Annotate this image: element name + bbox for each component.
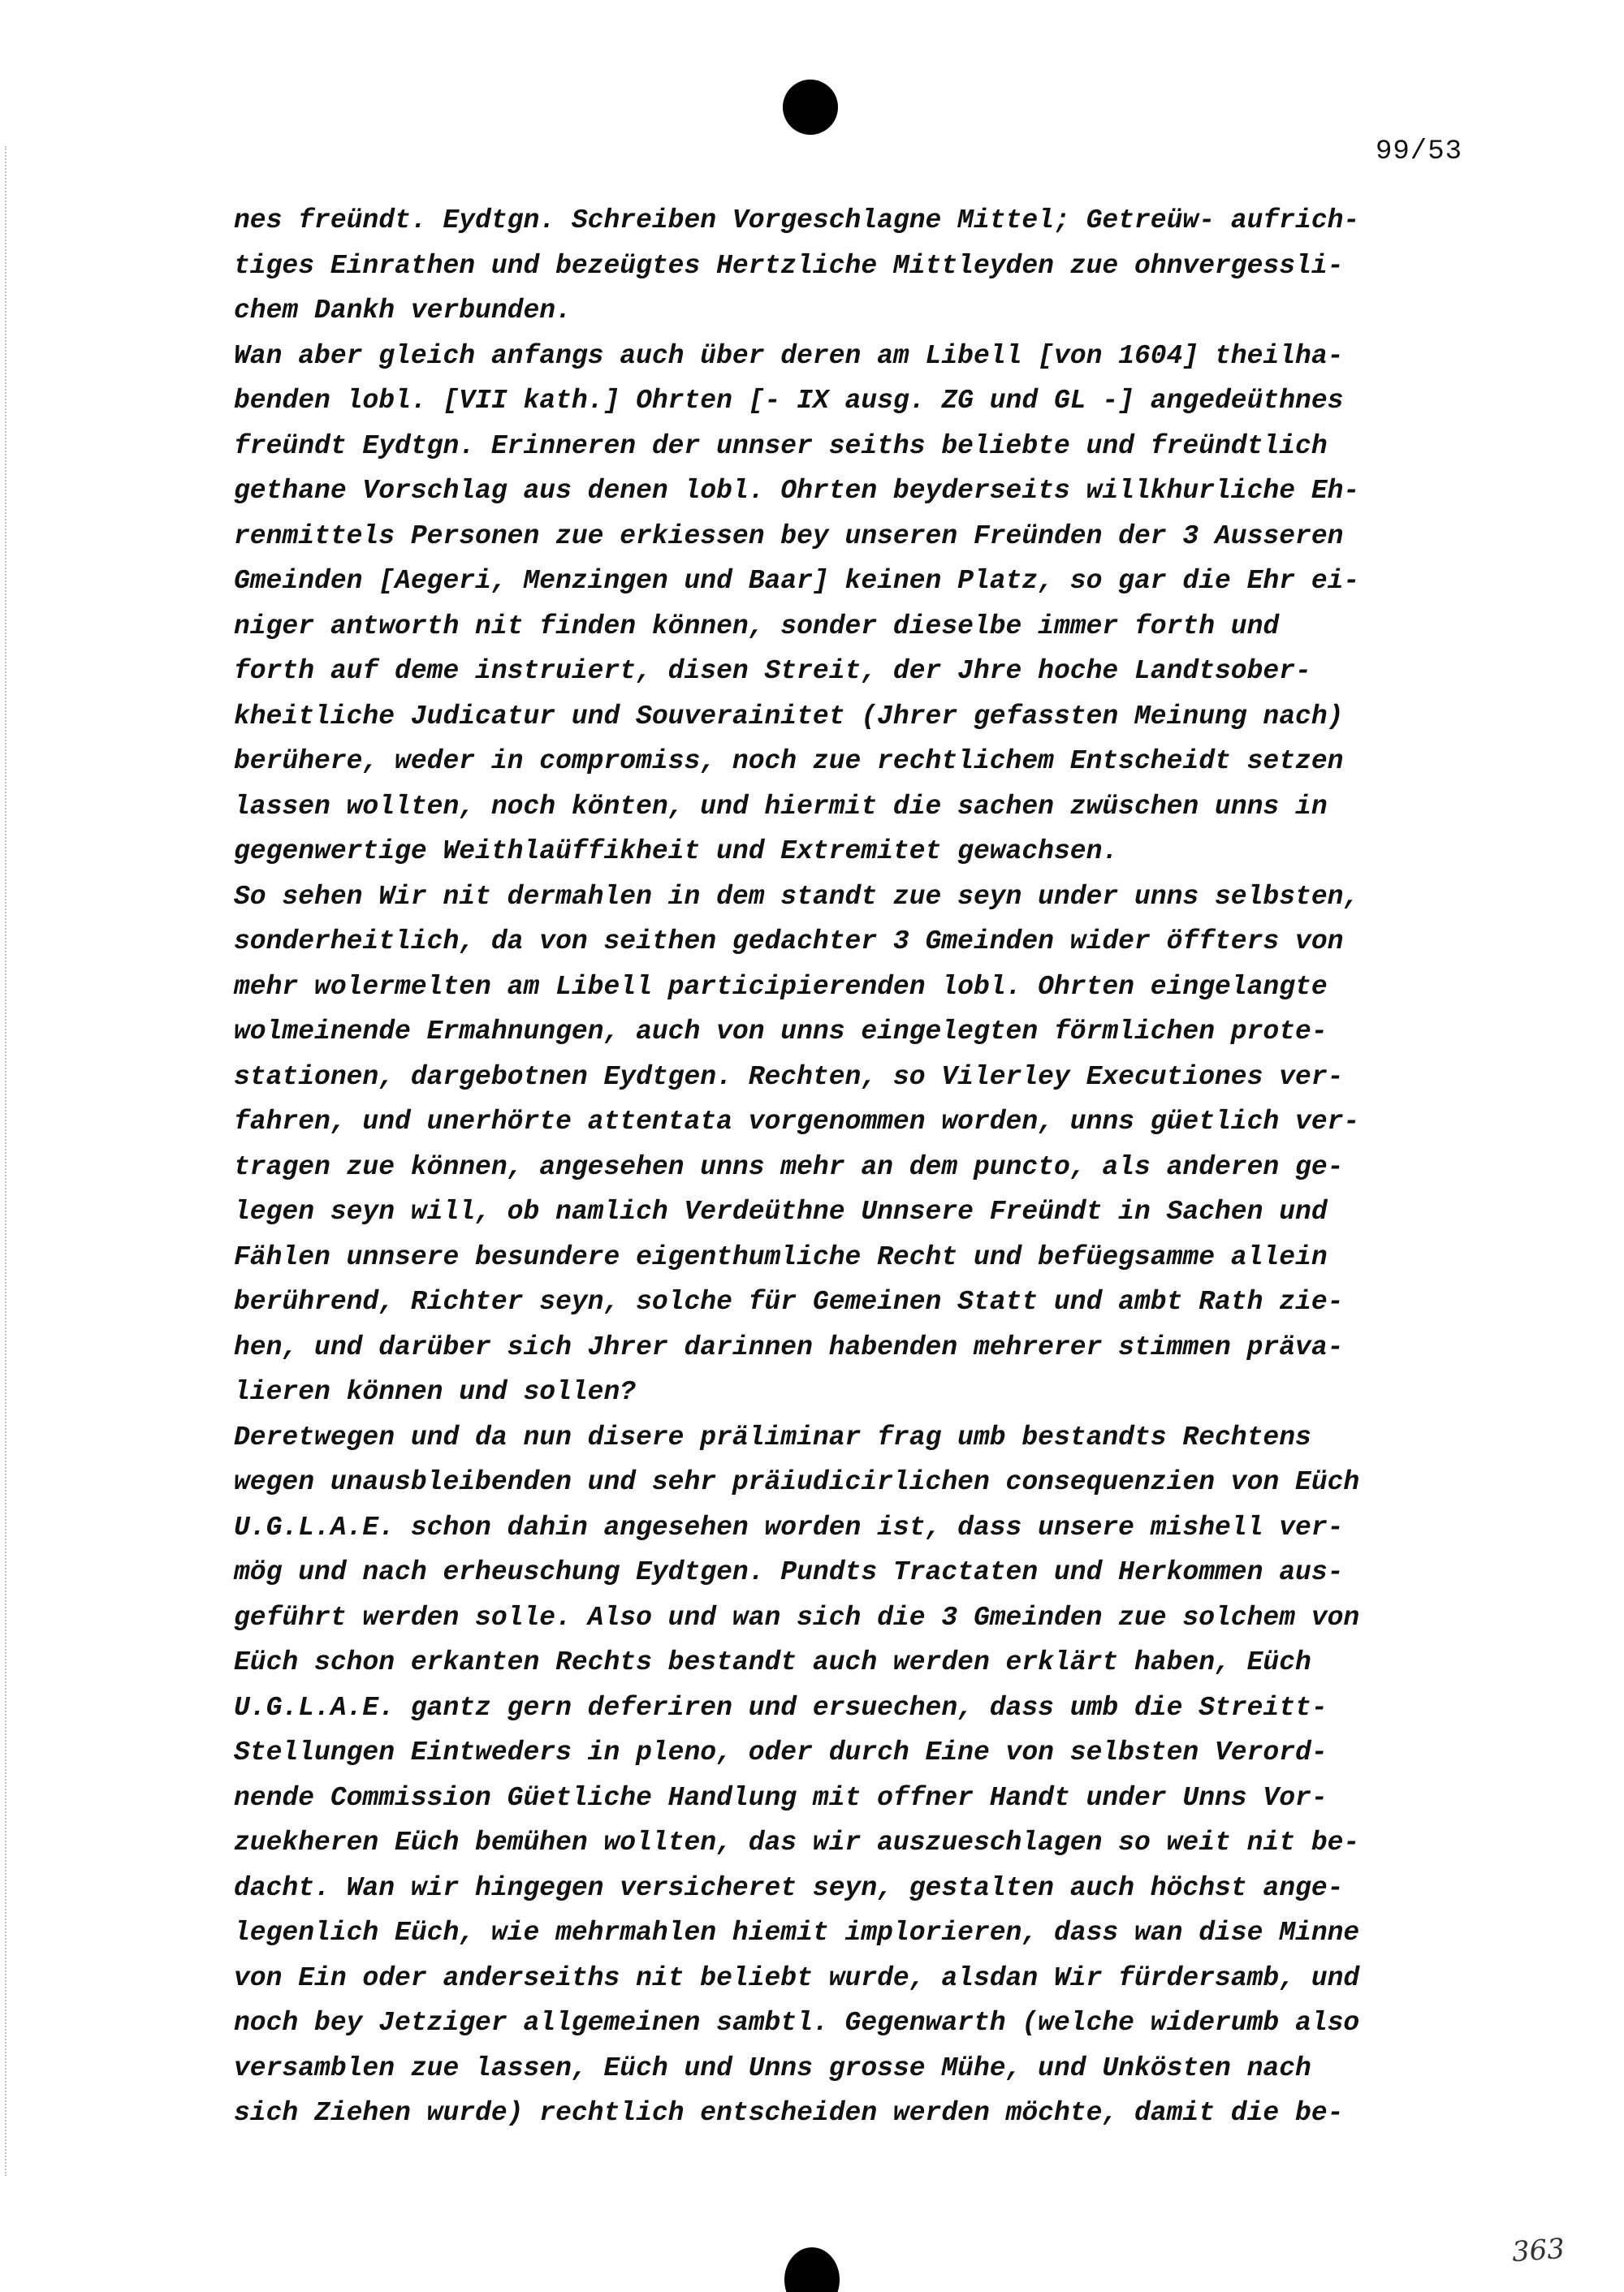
text-line: lassen wollten, noch könten, und hiermit die sachen zwüschen unns in [234,791,1328,822]
text-line: Deretwegen und da nun disere präliminar frag umb bestandts Rechtens [234,1422,1311,1452]
text-line: kheitliche Judicatur und Souverainitet (Jhrer gefassten Meinung nach) [234,701,1344,732]
text-line: U.G.L.A.E. gantz gern deferiren und ersuechen, dass umb die Streitt- [234,1692,1328,1723]
text-line: fahren, und unerhörte attentata vorgenommen worden, unns güetlich ver- [234,1107,1360,1137]
text-line: Gmeinden [Aegeri, Menzingen und Baar] keinen Platz, so gar die Ehr ei- [234,566,1360,596]
text-line: freündt Eydtgn. Erinneren der unnser seiths beliebte und freündtlich [234,430,1328,461]
text-line: mög und nach erheuschung Eydtgen. Pundts Tractaten und Herkommen aus- [234,1557,1344,1587]
text-line: mehr wolermelten am Libell participierenden lobl. Ohrten eingelangte [234,971,1328,1002]
body-text [234,198,1501,2136]
text-line: wegen unausbleibenden und sehr präiudicirlichen consequenzien von Eüch [234,1467,1360,1497]
text-line: nende Commission Güetliche Handlung mit offner Handt under Unns Vor- [234,1782,1328,1813]
text-line: Wan aber gleich anfangs auch über deren am Libell [von 1604] theilha- [234,340,1344,371]
text-line: sonderheitlich, da von seithen gedachter 3 Gmeinden wider öffters von [234,926,1344,956]
text-line: niger antworth nit finden können, sonder dieselbe immer forth und [234,611,1280,641]
text-line: dacht. Wan wir hingegen versicheret seyn, gestalten auch höchst ange- [234,1872,1344,1903]
page-number: 99/53 [1376,136,1463,167]
text-line: tragen zue können, angesehen unns mehr an dem puncto, als anderen ge- [234,1151,1344,1182]
punch-hole-top [783,80,838,135]
text-line: chem Dankh verbunden. [234,296,572,326]
text-line: forth auf deme instruiert, disen Streit, der Jhre hoche Landtsober- [234,656,1311,686]
text-line: U.G.L.A.E. schon dahin angesehen worden ist, dass unsere mishell ver- [234,1512,1344,1543]
text-line: wolmeinende Ermahnungen, auch von unns eingelegten förmlichen prote- [234,1017,1328,1047]
text-line: berühere, weder in compromiss, noch zue rechtlichem Entscheidt setzen [234,746,1344,776]
text-line: zuekheren Eüch bemühen wollten, das wir auszueschlagen so weit nit be- [234,1828,1360,1858]
text-line: So sehen Wir nit dermahlen in dem standt zue seyn under unns selbsten, [234,881,1360,912]
scan-edge [5,146,15,2176]
text-line: Eüch schon erkanten Rechts bestandt auch werden erklärt haben, Eüch [234,1647,1311,1677]
handwritten-folio: 363 [1510,2232,1566,2269]
text-line: von Ein oder anderseiths nit beliebt wurde, alsdan Wir fürdersamb, und [234,1962,1360,1993]
text-line: tiges Einrathen und bezeügtes Hertzliche Mittleyden zue ohnvergessli- [234,250,1344,281]
text-line: legen seyn will, ob namlich Verdeüthne Unnsere Freündt in Sachen und [234,1197,1328,1227]
text-line: renmittels Personen zue erkiessen bey unseren Freünden der 3 Ausseren [234,520,1344,551]
text-line: geführt werden solle. Also und wan sich die 3 Gmeinden zue solchem von [234,1602,1360,1633]
text-line: lieren können und sollen? [234,1377,637,1407]
text-line: Fählen unnsere besundere eigenthumliche Recht und befüegsamme allein [234,1241,1328,1272]
text-line: Stellungen Eintweders in pleno, oder durch Eine von selbsten Verord- [234,1737,1328,1768]
text-line: hen, und darüber sich Jhrer darinnen habenden mehrerer stimmen präva- [234,1332,1344,1362]
text-line: sich Ziehen wurde) rechtlich entscheiden werden möchte, damit die be- [234,2098,1344,2128]
text-line: noch bey Jetziger allgemeinen sambtl. Gegenwarth (welche widerumb also [234,2008,1360,2038]
text-line: gethane Vorschlag aus denen lobl. Ohrten beyderseits willkhurliche Eh- [234,476,1360,506]
text-line: berührend, Richter seyn, solche für Gemeinen Statt und ambt Rath zie- [234,1287,1344,1317]
punch-hole-bottom [784,2247,840,2292]
text-line: nes freündt. Eydtgn. Schreiben Vorgeschlagne Mittel; Getreüw- aufrich- [234,205,1360,235]
text-line: benden lobl. [VII kath.] Ohrten [- IX ausg. ZG und GL -] angedeüthnes [234,386,1344,416]
text-line: versamblen zue lassen, Eüch und Unns grosse Mühe, und Unkösten nach [234,2052,1311,2083]
text-line: legenlich Eüch, wie mehrmahlen hiemit implorieren, dass wan dise Minne [234,1918,1360,1948]
text-line: stationen, dargebotnen Eydtgen. Rechten, so Vilerley Executiones ver- [234,1061,1344,1092]
text-line: gegenwertige Weithlaüffikheit und Extremitet gewachsen. [234,836,1119,866]
